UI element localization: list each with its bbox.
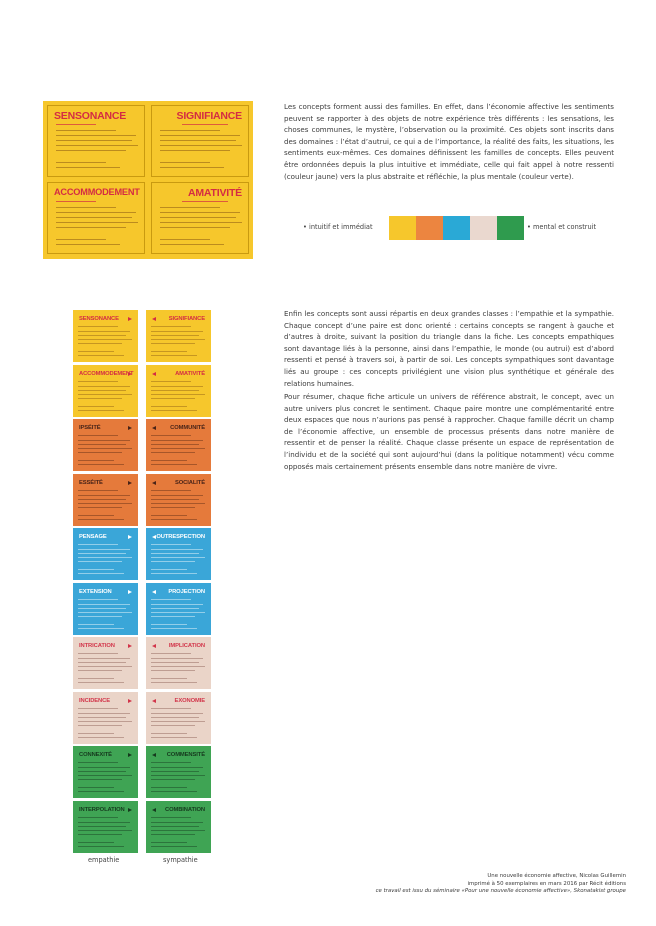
card-text-line xyxy=(78,394,132,395)
card-text-line xyxy=(78,817,118,818)
card-text-line xyxy=(78,573,124,574)
orientation-triangle-icon xyxy=(128,808,132,812)
card-text-line xyxy=(78,435,118,436)
concept-card xyxy=(146,583,211,635)
card-text-line xyxy=(78,713,130,714)
card-text-line xyxy=(151,519,197,520)
card-text-line xyxy=(151,549,203,550)
card-text-line xyxy=(78,846,124,847)
orientation-triangle-icon xyxy=(128,426,132,430)
card-text-line xyxy=(151,326,191,327)
card-text-line xyxy=(151,791,197,792)
card-text-line xyxy=(78,830,132,831)
card-text-line xyxy=(78,549,130,550)
card-text-line xyxy=(151,355,197,356)
intro-paragraph: Les concepts forment aussi des familles. En effet, dans l’économie affective les sentiments peuvent se rapporter à des objets de notre expérience très différents : les sensations, les choses communes, le mystère, l’observation ou la proximité. Ces objets sont inscrits dans des domaines : l’état d’autrui, ce qui a de l’importance, la réalité des faits, les situations, les sentiments eux-mêmes. Ces domaines définissent les familles de concepts. Elles peuvent être ordonnées depuis la plus intuitive et immédiate, celle qui fait appel à notre ressenti (couleur jaune) vers la plus abstraite et réfléchie, la plus mentale (couleur verte). xyxy=(284,102,614,181)
concept-card-title: PENSAGE xyxy=(79,534,107,540)
card-text-line xyxy=(78,612,132,613)
concept-card-title: ESSÉITÉ xyxy=(79,479,103,486)
orientation-triangle-icon xyxy=(152,808,156,812)
concept-card xyxy=(73,746,138,798)
card-text-line xyxy=(151,495,203,496)
card-text-line xyxy=(151,846,197,847)
card-text-line xyxy=(78,717,126,718)
card-text-line xyxy=(151,787,187,788)
card-text-line xyxy=(151,830,205,831)
card-text-line xyxy=(78,561,122,562)
concept-card xyxy=(73,583,138,635)
color-swatch xyxy=(416,216,443,240)
card-text-line xyxy=(78,331,130,332)
concept-card xyxy=(146,419,211,471)
concept-card-title: SENSONANCE xyxy=(79,316,119,322)
concept-card-title: SOCIALITÉ xyxy=(174,479,205,486)
concept-card-title: SIGNIFIANCE xyxy=(168,316,205,322)
card-text-line xyxy=(78,733,114,734)
concept-card xyxy=(146,474,211,526)
card-text-line xyxy=(78,662,126,663)
concept-card-title: COMBINATION xyxy=(164,806,205,813)
card-text-line xyxy=(78,708,118,709)
concept-card-title: EXTENSION xyxy=(79,588,112,595)
card-text-line xyxy=(151,678,187,679)
orientation-triangle-icon xyxy=(152,590,156,594)
card-text-line xyxy=(78,779,122,780)
card-text-line xyxy=(78,771,126,772)
color-swatch xyxy=(389,216,416,240)
card-text-line xyxy=(151,444,199,445)
card-text-line xyxy=(151,608,199,609)
card-text-line xyxy=(78,507,122,508)
concept-card-title: COMMENSITÉ xyxy=(166,752,205,758)
orientation-triangle-icon xyxy=(152,481,156,485)
card-text-line xyxy=(78,440,130,441)
orientation-triangle-icon xyxy=(152,317,156,321)
card-text-line xyxy=(151,733,187,734)
orientation-triangle-icon xyxy=(128,535,132,539)
card-text-line xyxy=(151,767,203,768)
orientation-triangle-icon xyxy=(128,590,132,594)
card-text-line xyxy=(151,448,205,449)
card-text-line xyxy=(151,612,205,613)
classes-paragraph: Enfin les concepts sont aussi répartis en deux grandes classes : l’empathie et la sympathie. Chaque concept d’une paire est donc orienté : certains concepts se rangent à gauche et d’autres à droite, suivant la position du triangle dans la fiche. Les concepts empathiques sont davantage liés à la personne, ainsi dans l’empathie, le monde (ou autrui) est d’abord ressenti et pensé à travers soi, à partir de soi. Les concepts sympathiques sont davantage liés au groupe : ces concepts privilégient une vision plus synthétique et générale des relations humaines. xyxy=(284,309,614,388)
card-text-line xyxy=(151,335,199,336)
card-text-line xyxy=(78,822,130,823)
card-text-line xyxy=(78,386,130,387)
concept-card xyxy=(73,419,138,471)
card-text-line xyxy=(78,624,114,625)
caption-empathie: empathie xyxy=(88,856,120,864)
card-text-line xyxy=(78,452,122,453)
orientation-triangle-icon xyxy=(152,426,156,430)
card-text-line xyxy=(78,335,126,336)
card-quadrant-accommodement xyxy=(47,182,145,254)
card-text-line xyxy=(78,406,114,407)
card-text-line xyxy=(78,351,114,352)
concept-card-title: IMPLICATION xyxy=(168,643,205,649)
card-title: ACCOMMODEMENT xyxy=(54,187,140,197)
card-text-line xyxy=(78,355,124,356)
card-text-line xyxy=(151,515,187,516)
card-text-line xyxy=(151,410,197,411)
card-text-line xyxy=(78,326,118,327)
concept-card xyxy=(73,365,138,417)
orientation-triangle-icon xyxy=(152,644,156,648)
card-text-line xyxy=(151,460,187,461)
card-text-line xyxy=(151,771,199,772)
card-text-line xyxy=(151,713,203,714)
card-text-line xyxy=(78,628,124,629)
card-text-line xyxy=(78,737,124,738)
card-text-line xyxy=(151,573,197,574)
concept-card-yellow-large xyxy=(43,101,253,259)
orientation-triangle-icon xyxy=(128,372,132,376)
card-text-line xyxy=(151,435,191,436)
card-text-line xyxy=(78,658,130,659)
card-text-line xyxy=(78,670,122,671)
card-title: SIGNIFIANCE xyxy=(176,110,242,122)
card-text-line xyxy=(78,390,126,391)
caption-sympathie: sympathie xyxy=(163,856,198,864)
card-text-line xyxy=(151,682,197,683)
concept-card xyxy=(73,474,138,526)
card-text-line xyxy=(151,557,205,558)
concept-card-title: INTERPOLATION xyxy=(79,806,125,813)
concept-card-title: INTRICATION xyxy=(79,643,115,649)
card-text-line xyxy=(151,658,203,659)
card-text-line xyxy=(151,561,195,562)
concept-card-title: CONNEXITÉ xyxy=(79,752,112,758)
card-text-line xyxy=(78,499,126,500)
card-text-line xyxy=(78,448,132,449)
color-swatch xyxy=(497,216,524,240)
card-text-line xyxy=(151,386,203,387)
card-title: AMATIVITÉ xyxy=(187,187,242,199)
concept-card xyxy=(73,692,138,744)
card-text-line xyxy=(78,767,130,768)
card-text-line xyxy=(78,339,132,340)
concept-card xyxy=(73,528,138,580)
concept-card xyxy=(146,310,211,362)
card-text-line xyxy=(78,666,132,667)
card-text-line xyxy=(78,842,114,843)
color-swatch xyxy=(470,216,497,240)
card-text-line xyxy=(151,331,203,332)
card-title: SENSONANCE xyxy=(54,110,127,122)
concept-card-title: ACCOMMODEMENT xyxy=(79,370,134,377)
concept-card-title: COMMUNITÉ xyxy=(170,425,205,431)
card-text-line xyxy=(78,490,118,491)
card-text-line xyxy=(78,519,124,520)
card-text-line xyxy=(151,604,203,605)
card-text-line xyxy=(78,653,118,654)
concept-card-title: OUTRESPECTION xyxy=(156,534,205,540)
card-text-line xyxy=(78,569,114,570)
legend-label-intuitive: • intuitif et immédiat xyxy=(303,223,373,231)
card-text-line xyxy=(151,503,205,504)
summary-paragraph: Pour résumer, chaque fiche articule un univers de référence abstrait, le concept, avec un autre univers plus concret le sentiment. Chaque paire montre une complémentarité entre deux espaces que nous n’aurions pas pensé à rapprocher. Chaque famille décrit un champ de l’économie affective, un ensemble de processus présents dans notre manière de ressentir et de penser la réalité. Chaque classe présente un espace de représentation de l’individu et de la société qui sont aujourd’hui (dans la politique notamment) vécu comme opposés mais certainement présents ensemble dans notre manière de vivre. xyxy=(284,392,614,471)
card-text-line xyxy=(78,553,126,554)
card-text-line xyxy=(78,444,126,445)
card-text-line xyxy=(151,662,199,663)
card-text-line xyxy=(78,834,122,835)
card-text-line xyxy=(151,779,195,780)
card-text-line xyxy=(78,682,124,683)
orientation-triangle-icon xyxy=(152,753,156,757)
card-text-line xyxy=(151,826,199,827)
concept-card xyxy=(146,801,211,853)
legend-label-mental: • mental et construit xyxy=(527,223,597,231)
orientation-triangle-icon xyxy=(128,644,132,648)
orientation-triangle-icon xyxy=(152,535,156,539)
card-text-line xyxy=(151,406,187,407)
concept-card xyxy=(73,637,138,689)
card-text-line xyxy=(151,390,199,391)
card-quadrant-amativite xyxy=(151,182,249,254)
card-text-line xyxy=(78,826,126,827)
card-text-line xyxy=(151,616,195,617)
card-text-line xyxy=(151,569,187,570)
card-text-line xyxy=(151,499,199,500)
card-text-line xyxy=(151,339,205,340)
concept-card xyxy=(146,637,211,689)
card-text-line xyxy=(78,503,132,504)
orientation-triangle-icon xyxy=(152,372,156,376)
card-quadrant-sensonance xyxy=(47,105,145,177)
card-text-line xyxy=(151,725,195,726)
card-text-line xyxy=(78,495,130,496)
card-text-line xyxy=(151,834,195,835)
card-text-line xyxy=(78,791,124,792)
card-text-line xyxy=(151,653,191,654)
concept-card xyxy=(73,310,138,362)
orientation-triangle-icon xyxy=(128,317,132,321)
concept-card-title: PROJECTION xyxy=(168,588,205,595)
concept-card-title: EXONOMIE xyxy=(174,697,205,704)
card-text-line xyxy=(151,737,197,738)
concept-card xyxy=(146,746,211,798)
card-text-line xyxy=(78,787,114,788)
card-text-line xyxy=(78,557,132,558)
credits-line-1: Une nouvelle économie affective, Nicolas Guillemin xyxy=(487,873,626,879)
card-text-line xyxy=(78,762,118,763)
card-text-line xyxy=(151,381,191,382)
card-text-line xyxy=(151,553,199,554)
concept-card-title: IPSÉITÉ xyxy=(79,425,101,431)
card-text-line xyxy=(151,670,195,671)
color-swatch xyxy=(443,216,470,240)
card-text-line xyxy=(151,721,205,722)
orientation-triangle-icon xyxy=(152,699,156,703)
card-text-line xyxy=(151,666,205,667)
card-text-line xyxy=(78,464,124,465)
card-text-line xyxy=(151,599,191,600)
card-text-line xyxy=(151,343,195,344)
concept-card xyxy=(146,692,211,744)
card-text-line xyxy=(151,351,187,352)
card-text-line xyxy=(78,515,114,516)
card-quadrant-signifiance xyxy=(151,105,249,177)
concept-card xyxy=(146,528,211,580)
credits-block xyxy=(376,873,626,896)
credits-line-2: imprimé à 50 exemplaires en mars 2016 par Récit éditions xyxy=(467,880,626,887)
card-text-line xyxy=(151,708,191,709)
card-text-line xyxy=(78,381,118,382)
card-text-line xyxy=(78,725,122,726)
card-text-line xyxy=(151,717,199,718)
credits-line-3: ce travail est issu du séminaire «Pour une nouvelle économie affective», Skonatakist groupe xyxy=(375,888,626,895)
card-text-line xyxy=(78,775,132,776)
card-text-line xyxy=(151,775,205,776)
card-text-line xyxy=(151,628,197,629)
concept-card xyxy=(73,801,138,853)
card-text-line xyxy=(78,678,114,679)
card-text-line xyxy=(151,842,187,843)
card-text-line xyxy=(78,721,132,722)
card-text-line xyxy=(151,624,187,625)
card-text-line xyxy=(151,398,195,399)
card-text-line xyxy=(151,490,191,491)
card-text-line xyxy=(78,616,122,617)
concept-card xyxy=(146,365,211,417)
card-text-line xyxy=(151,464,197,465)
card-text-line xyxy=(78,544,118,545)
card-text-line xyxy=(151,452,195,453)
card-text-line xyxy=(151,440,203,441)
card-text-line xyxy=(151,394,205,395)
card-text-line xyxy=(78,604,130,605)
card-text-line xyxy=(78,410,124,411)
card-text-line xyxy=(151,544,191,545)
card-text-line xyxy=(151,817,191,818)
card-text-line xyxy=(78,343,122,344)
card-text-line xyxy=(78,608,126,609)
concept-card-title: INCIDENCE xyxy=(79,697,110,704)
card-text-line xyxy=(78,460,114,461)
card-text-line xyxy=(78,599,118,600)
card-text-line xyxy=(151,762,191,763)
concept-card-title: AMATIVITÉ xyxy=(175,370,205,377)
orientation-triangle-icon xyxy=(128,753,132,757)
card-text-line xyxy=(151,507,195,508)
card-text-line xyxy=(151,822,203,823)
orientation-triangle-icon xyxy=(128,481,132,485)
orientation-triangle-icon xyxy=(128,699,132,703)
card-text-line xyxy=(78,398,122,399)
